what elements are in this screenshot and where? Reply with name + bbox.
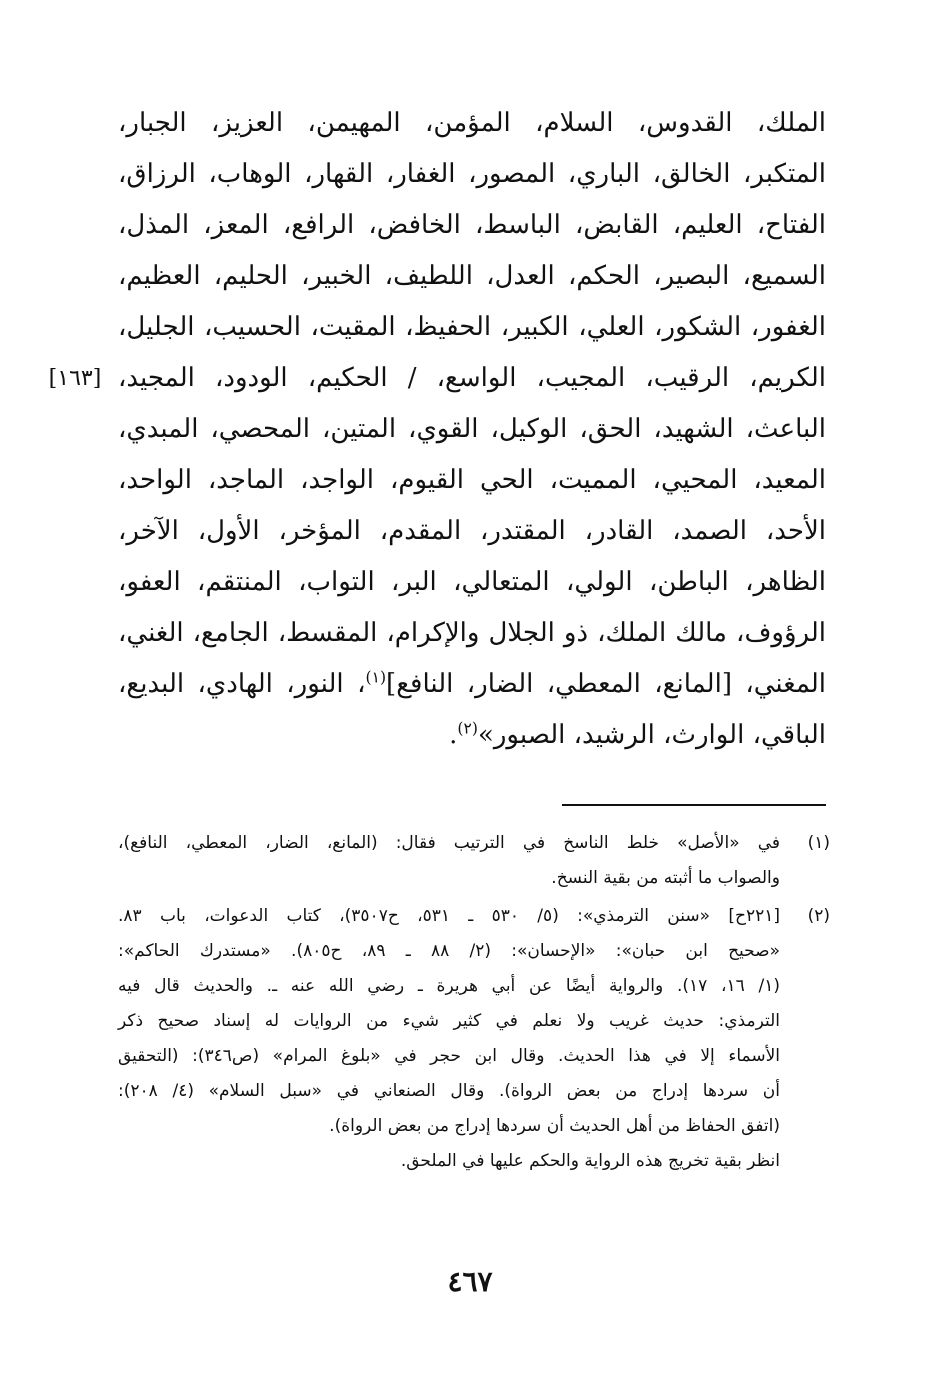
footnote — [118, 899, 830, 1179]
main-line: المتكبر، الخالق، الباري، المصور، الغفار، القهار، الوهاب، الرزاق، — [118, 159, 826, 189]
footnote-line: الأسماء إلا في هذا الحديث. وقال ابن حجر في «بلوغ المرام» (ص٣٤٦): (التحقيق — [118, 1046, 780, 1066]
main-line: الرؤوف، مالك الملك، ذو الجلال والإكرام، المقسط، الجامع، الغني، — [118, 618, 826, 648]
margin-page-reference: [١٦٣] — [48, 366, 102, 391]
footnote-number: (١) — [807, 833, 830, 853]
footnotes — [118, 826, 830, 1182]
line-text: ، النور، الهادي، البديع، — [118, 669, 366, 699]
footnote-line: والصواب ما أثبته من بقية النسخ. — [551, 868, 780, 888]
main-line — [118, 659, 826, 710]
footnote-line: انظر بقية تخريج هذه الرواية والحكم عليها في الملحق. — [400, 1151, 780, 1171]
main-line: الغفور، الشكور، العلي، الكبير، الحفيظ، المقيت، الحسيب، الجليل، — [118, 312, 826, 342]
footnote-line: [٢٢١ح] «سنن الترمذي»: (٥/ ٥٣٠ ـ ٥٣١، ح٣٥٠٧)، كتاب الدعوات، باب ٨٣. — [118, 906, 780, 926]
footnote-line: (١/ ١٦، ١٧). والرواية أيضًا عن أبي هريرة ـ رضي الله عنه ـ. والحديث قال فيه — [118, 976, 780, 996]
main-line: الكريم، الرقيب، المجيب، الواسع، / الحكيم، الودود، المجيد، — [118, 363, 826, 393]
main-text — [118, 98, 826, 761]
main-line: الفتاح، العليم، القابض، الباسط، الخافض، الرافع، المعز، المذل، — [118, 210, 826, 240]
footnote-line: (اتفق الحفاظ من أهل الحديث أن سردها إدراج من بعض الرواة). — [329, 1116, 780, 1136]
line-text: . — [449, 720, 458, 750]
main-line: الباعث، الشهيد، الحق، الوكيل، القوي، المتين، المحصي، المبدي، — [118, 414, 826, 444]
line-text: الباقي، الوارث، الرشيد، الصبور» — [477, 720, 826, 750]
footnote-line: الترمذي: حديث غريب ولا نعلم في كثير شيء من الروايات له إسناد صحيح ذكر — [118, 1011, 780, 1031]
line-text: المغني، [المانع، المعطي، الضار، النافع] — [386, 669, 826, 699]
page-number: ٤٦٧ — [447, 1265, 493, 1298]
main-line: الملك، القدوس، السلام، المؤمن، المهيمن، العزيز، الجبار، — [118, 108, 826, 138]
main-line: الأحد، الصمد، القادر، المقتدر، المقدم، المؤخر، الأول، الآخر، — [118, 516, 826, 546]
footnote-line: أن سردها إدراج من بعض الرواة). وقال الصنعاني في «سبل السلام» (٤/ ٢٠٨): — [118, 1081, 780, 1101]
main-line: السميع، البصير، الحكم، العدل، اللطيف، الخبير، الحليم، العظيم، — [118, 261, 826, 291]
footnote-line: في «الأصل» خلط الناسخ في الترتيب فقال: (المانع، الضار، المعطي، النافع)، — [118, 833, 780, 853]
main-line: المعيد، المحيي، المميت، الحي القيوم، الواجد، الماجد، الواحد، — [118, 465, 826, 495]
footnote-marker-1[interactable]: (١) — [365, 668, 387, 687]
footnote-marker-2[interactable]: (٢) — [457, 719, 478, 738]
main-line: الظاهر، الباطن، الولي، المتعالي، البر، التواب، المنتقم، العفو، — [118, 567, 826, 597]
footnote — [118, 826, 830, 896]
main-line — [118, 710, 826, 761]
footnote-number: (٢) — [807, 906, 830, 926]
footnote-line: «صحيح ابن حبان»: «الإحسان»: (٢/ ٨٨ ـ ٨٩، ح٨٠٥). «مستدرك الحاكم»: — [118, 941, 780, 961]
footnote-divider — [562, 804, 826, 806]
